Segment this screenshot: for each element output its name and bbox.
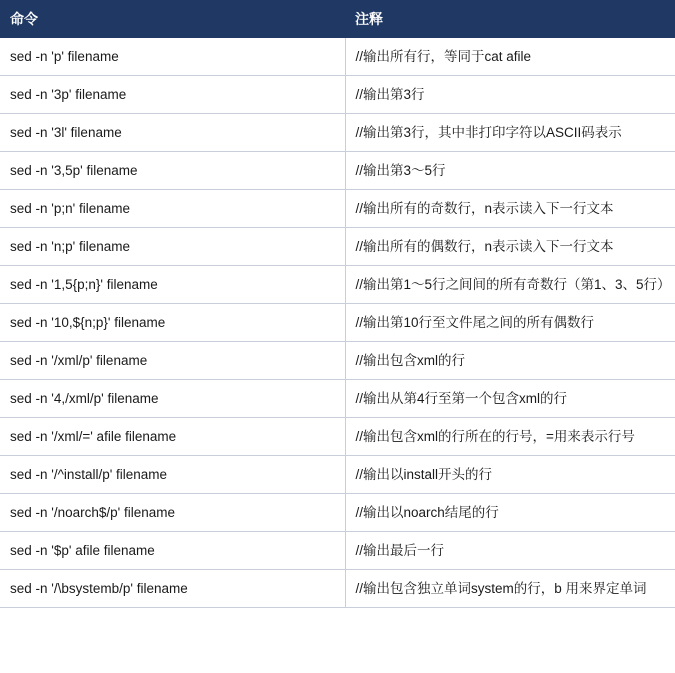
table-row xyxy=(0,114,675,152)
table-row xyxy=(0,304,675,342)
table-row xyxy=(0,76,675,114)
cell-command: sed -n 'p' filename xyxy=(0,38,345,76)
table-row xyxy=(0,494,675,532)
cell-note: //输出第1～5行之间间的所有奇数行（第1、3、5行） xyxy=(345,266,675,304)
table-body xyxy=(0,38,675,608)
table-row xyxy=(0,266,675,304)
cell-command: sed -n '/xml/=' afile filename xyxy=(0,418,345,456)
cell-command: sed -n '3l' filename xyxy=(0,114,345,152)
table-row xyxy=(0,38,675,76)
cell-command: sed -n '10,${n;p}' filename xyxy=(0,304,345,342)
table-row xyxy=(0,456,675,494)
cell-command: sed -n 'p;n' filename xyxy=(0,190,345,228)
cell-note: //输出包含xml的行 xyxy=(345,342,675,380)
cell-command: sed -n '3,5p' filename xyxy=(0,152,345,190)
cell-note: //输出从第4行至第一个包含xml的行 xyxy=(345,380,675,418)
cell-note: //输出最后一行 xyxy=(345,532,675,570)
table-row xyxy=(0,152,675,190)
cell-command: sed -n '$p' afile filename xyxy=(0,532,345,570)
cell-command: sed -n '/^install/p' filename xyxy=(0,456,345,494)
cell-note: //输出第10行至文件尾之间的所有偶数行 xyxy=(345,304,675,342)
cell-command: sed -n '/noarch$/p' filename xyxy=(0,494,345,532)
cell-note: //输出第3行 xyxy=(345,76,675,114)
table-row xyxy=(0,570,675,608)
cell-note: //输出包含xml的行所在的行号，=用来表示行号 xyxy=(345,418,675,456)
table-header-row xyxy=(0,0,675,38)
column-header-note: 注释 xyxy=(345,0,675,38)
table-row xyxy=(0,380,675,418)
cell-note: //输出包含独立单词system的行，b 用来界定单词 xyxy=(345,570,675,608)
table-row xyxy=(0,228,675,266)
cell-command: sed -n '/xml/p' filename xyxy=(0,342,345,380)
column-header-command: 命令 xyxy=(0,0,345,38)
table-header xyxy=(0,0,675,38)
cell-note: //输出所有的奇数行，n表示读入下一行文本 xyxy=(345,190,675,228)
table-row xyxy=(0,418,675,456)
cell-command: sed -n '3p' filename xyxy=(0,76,345,114)
table-row xyxy=(0,532,675,570)
table-row xyxy=(0,190,675,228)
cell-note: //输出第3～5行 xyxy=(345,152,675,190)
cell-note: //输出所有的偶数行，n表示读入下一行文本 xyxy=(345,228,675,266)
cell-command: sed -n '1,5{p;n}' filename xyxy=(0,266,345,304)
cell-note: //输出第3行，其中非打印字符以ASCII码表示 xyxy=(345,114,675,152)
cell-command: sed -n '4,/xml/p' filename xyxy=(0,380,345,418)
cell-command: sed -n 'n;p' filename xyxy=(0,228,345,266)
cell-note: //输出以install开头的行 xyxy=(345,456,675,494)
cell-note: //输出以noarch结尾的行 xyxy=(345,494,675,532)
cell-note: //输出所有行，等同于cat afile xyxy=(345,38,675,76)
cell-command: sed -n '/\bsystemb/p' filename xyxy=(0,570,345,608)
table-row xyxy=(0,342,675,380)
